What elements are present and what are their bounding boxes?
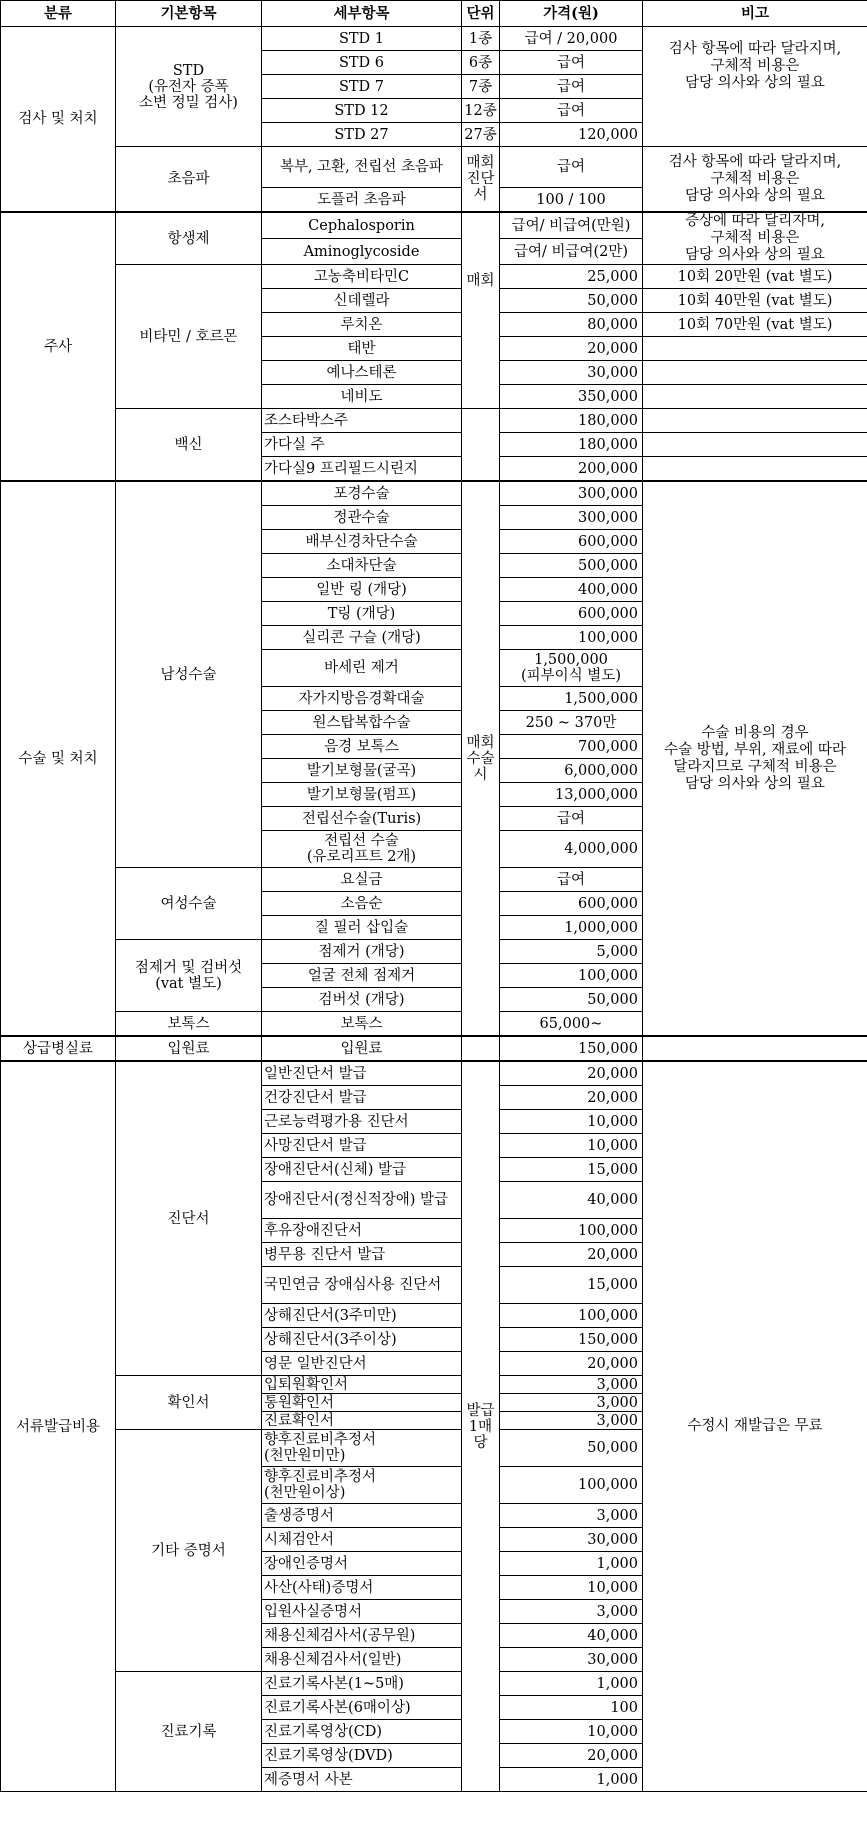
detail-item-cell: 진료기록영상(CD) <box>262 1720 462 1744</box>
note-cell <box>643 385 867 409</box>
base-item-cell: 백신 <box>116 409 262 482</box>
detail-item-cell: 사망진단서 발급 <box>262 1134 462 1158</box>
note-cell <box>643 337 867 361</box>
category-cell: 주사 <box>1 212 116 481</box>
detail-item-cell: 입퇴원확인서 <box>262 1376 462 1394</box>
price-cell: 1,500,000 <box>500 687 643 711</box>
detail-item-cell: 전립선 수술 (유로리프트 2개) <box>262 831 462 868</box>
price-cell: 1,500,000 (피부이식 별도) <box>500 650 643 687</box>
detail-item-cell: 후유장애진단서 <box>262 1219 462 1243</box>
detail-item-cell: 진료기록사본(6매이상) <box>262 1696 462 1720</box>
detail-item-cell: 상해진단서(3주이상) <box>262 1328 462 1352</box>
detail-item-cell: 실리콘 구슬 (개당) <box>262 626 462 650</box>
detail-item-cell: 배부신경차단수술 <box>262 530 462 554</box>
price-cell: 300,000 <box>500 506 643 530</box>
detail-item-cell: 건강진단서 발급 <box>262 1086 462 1110</box>
header-row <box>1 1 867 27</box>
detail-item-cell: 국민연금 장애심사용 진단서 <box>262 1267 462 1304</box>
price-cell: 급여 <box>500 868 643 892</box>
price-cell: 급여 <box>500 75 643 99</box>
price-cell: 3,000 <box>500 1412 643 1430</box>
price-cell: 10,000 <box>500 1134 643 1158</box>
detail-item-cell: Aminoglycoside <box>262 239 462 265</box>
detail-item-cell: 루치온 <box>262 313 462 337</box>
price-cell: 3,000 <box>500 1504 643 1528</box>
price-cell: 400,000 <box>500 578 643 602</box>
price-cell: 120,000 <box>500 123 643 147</box>
detail-item-cell: 통원확인서 <box>262 1394 462 1412</box>
header-base-item: 기본항목 <box>116 1 262 27</box>
price-cell: 20,000 <box>500 1086 643 1110</box>
note-cell <box>643 409 867 433</box>
detail-item-cell: 고농축비타민C <box>262 265 462 289</box>
note-cell: 10회 40만원 (vat 별도) <box>643 289 867 313</box>
base-item-cell: 비타민 / 호르몬 <box>116 265 262 409</box>
unit-cell <box>462 409 500 482</box>
detail-item-cell: 근로능력평가용 진단서 <box>262 1110 462 1134</box>
price-cell: 20,000 <box>500 1352 643 1376</box>
note-cell: 증상에 따라 달리자며, 구체적 비용은 담당 의사와 상의 필요 <box>643 212 867 265</box>
price-cell: 4,000,000 <box>500 831 643 868</box>
price-cell: 20,000 <box>500 1061 643 1086</box>
detail-item-cell: 질 필러 삽입술 <box>262 916 462 940</box>
detail-item-cell: 제증명서 사본 <box>262 1768 462 1792</box>
base-item-cell: 기타 증명서 <box>116 1430 262 1672</box>
detail-item-cell: 조스타박스주 <box>262 409 462 433</box>
header-unit: 단위 <box>462 1 500 27</box>
header-category: 분류 <box>1 1 116 27</box>
price-cell: 급여 <box>500 147 643 188</box>
price-cell: 1,000 <box>500 1672 643 1696</box>
unit-cell: 27종 <box>462 123 500 147</box>
base-item-cell: 초음파 <box>116 147 262 213</box>
price-cell: 600,000 <box>500 602 643 626</box>
base-item-cell: 확인서 <box>116 1376 262 1430</box>
detail-item-cell: 가다실 주 <box>262 433 462 457</box>
base-item-cell: STD (유전자 증폭 소변 정밀 검사) <box>116 27 262 147</box>
price-cell: 13,000,000 <box>500 783 643 807</box>
detail-item-cell: 진료기록영상(DVD) <box>262 1744 462 1768</box>
detail-item-cell: 전립선수술(Turis) <box>262 807 462 831</box>
price-cell: 600,000 <box>500 892 643 916</box>
base-item-cell: 진료기록 <box>116 1672 262 1792</box>
price-cell: 300,000 <box>500 481 643 506</box>
base-item-cell: 보톡스 <box>116 1012 262 1037</box>
base-item-cell: 입원료 <box>116 1036 262 1061</box>
detail-item-cell: 예나스테론 <box>262 361 462 385</box>
price-cell: 급여 <box>500 807 643 831</box>
price-cell: 100 <box>500 1696 643 1720</box>
detail-item-cell: Cephalosporin <box>262 212 462 239</box>
price-cell: 1,000 <box>500 1768 643 1792</box>
category-cell: 상급병실료 <box>1 1036 116 1061</box>
detail-item-cell: 입원료 <box>262 1036 462 1061</box>
note-cell <box>643 457 867 482</box>
price-cell: 40,000 <box>500 1182 643 1219</box>
table-row <box>1 147 867 188</box>
category-cell: 서류발급비용 <box>1 1061 116 1792</box>
table-row <box>1 481 867 506</box>
detail-item-cell: 장애진단서(신체) 발급 <box>262 1158 462 1182</box>
detail-item-cell: 채용신체검사서(공무원) <box>262 1624 462 1648</box>
base-item-cell: 항생제 <box>116 212 262 265</box>
detail-item-cell: 진료기록사본(1~5매) <box>262 1672 462 1696</box>
price-cell: 80,000 <box>500 313 643 337</box>
price-cell: 30,000 <box>500 1648 643 1672</box>
detail-item-cell: 음경 보톡스 <box>262 735 462 759</box>
price-cell: 50,000 <box>500 1430 643 1467</box>
detail-item-cell: 원스탑복합수술 <box>262 711 462 735</box>
price-cell: 40,000 <box>500 1624 643 1648</box>
detail-item-cell: 향후진료비추정서 (천만원미만) <box>262 1430 462 1467</box>
price-cell: 180,000 <box>500 433 643 457</box>
unit-cell: 매회 진단 서 <box>462 147 500 213</box>
note-cell: 10회 20만원 (vat 별도) <box>643 265 867 289</box>
detail-item-cell: 검버섯 (개당) <box>262 988 462 1012</box>
price-cell: 6,000,000 <box>500 759 643 783</box>
detail-item-cell: 바세린 제거 <box>262 650 462 687</box>
price-cell: 30,000 <box>500 1528 643 1552</box>
price-cell: 급여 <box>500 51 643 75</box>
price-cell: 10,000 <box>500 1110 643 1134</box>
price-cell: 180,000 <box>500 409 643 433</box>
price-cell: 65,000~ <box>500 1012 643 1037</box>
price-cell: 25,000 <box>500 265 643 289</box>
detail-item-cell: STD 7 <box>262 75 462 99</box>
detail-item-cell: 보톡스 <box>262 1012 462 1037</box>
table-row <box>1 265 867 289</box>
unit-cell <box>462 1036 500 1061</box>
price-cell: 100,000 <box>500 1467 643 1504</box>
note-cell <box>643 433 867 457</box>
note-cell <box>643 1036 867 1061</box>
detail-item-cell: 요실금 <box>262 868 462 892</box>
detail-item-cell: 발기보형물(굴곡) <box>262 759 462 783</box>
detail-item-cell: STD 1 <box>262 27 462 51</box>
detail-item-cell: 포경수술 <box>262 481 462 506</box>
price-cell: 15,000 <box>500 1158 643 1182</box>
detail-item-cell: 출생증명서 <box>262 1504 462 1528</box>
price-cell: 100,000 <box>500 964 643 988</box>
detail-item-cell: 자가지방음경확대술 <box>262 687 462 711</box>
price-cell: 급여/ 비급여(만원) <box>500 212 643 239</box>
unit-cell: 6종 <box>462 51 500 75</box>
price-cell: 200,000 <box>500 457 643 482</box>
header-detail-item: 세부항목 <box>262 1 462 27</box>
price-cell: 10,000 <box>500 1720 643 1744</box>
price-cell: 급여 <box>500 99 643 123</box>
detail-item-cell: STD 6 <box>262 51 462 75</box>
unit-cell: 7종 <box>462 75 500 99</box>
detail-item-cell: 소대차단술 <box>262 554 462 578</box>
table-row <box>1 1061 867 1086</box>
detail-item-cell: 향후진료비추정서 (천만원이상) <box>262 1467 462 1504</box>
detail-item-cell: 일반 링 (개당) <box>262 578 462 602</box>
table-row <box>1 409 867 433</box>
note-cell <box>643 361 867 385</box>
detail-item-cell: 얼굴 전체 점제거 <box>262 964 462 988</box>
price-cell: 3,000 <box>500 1600 643 1624</box>
detail-item-cell: 상해진단서(3주미만) <box>262 1304 462 1328</box>
base-item-cell: 남성수술 <box>116 481 262 868</box>
detail-item-cell: 신데렐라 <box>262 289 462 313</box>
unit-cell: 12종 <box>462 99 500 123</box>
detail-item-cell: 장애인증명서 <box>262 1552 462 1576</box>
base-item-cell: 점제거 및 검버섯 (vat 별도) <box>116 940 262 1012</box>
header-price: 가격(원) <box>500 1 643 27</box>
note-cell: 수술 비용의 경우 수술 방법, 부위, 재료에 따라 달라지므로 구체적 비용은 담당 의사와 상의 필요 <box>643 481 867 1036</box>
price-cell: 30,000 <box>500 361 643 385</box>
price-cell: 150,000 <box>500 1036 643 1061</box>
table-row <box>1 27 867 51</box>
category-cell: 검사 및 처치 <box>1 27 116 213</box>
detail-item-cell: 복부, 고환, 전립선 초음파 <box>262 147 462 188</box>
detail-item-cell: 시체검안서 <box>262 1528 462 1552</box>
price-cell: 20,000 <box>500 1744 643 1768</box>
price-cell: 3,000 <box>500 1394 643 1412</box>
detail-item-cell: STD 12 <box>262 99 462 123</box>
price-cell: 350,000 <box>500 385 643 409</box>
detail-item-cell: 장애진단서(정신적장애) 발급 <box>262 1182 462 1219</box>
category-cell: 수술 및 처치 <box>1 481 116 1036</box>
base-item-cell: 여성수술 <box>116 868 262 940</box>
unit-cell: 1종 <box>462 27 500 51</box>
detail-item-cell: 사산(사태)증명서 <box>262 1576 462 1600</box>
price-cell: 100,000 <box>500 1219 643 1243</box>
detail-item-cell: T링 (개당) <box>262 602 462 626</box>
price-cell: 20,000 <box>500 1243 643 1267</box>
table-row <box>1 1036 867 1061</box>
detail-item-cell: 도플러 초음파 <box>262 188 462 213</box>
price-cell: 50,000 <box>500 988 643 1012</box>
detail-item-cell: 정관수술 <box>262 506 462 530</box>
note-cell: 수정시 재발급은 무료 <box>643 1061 867 1792</box>
detail-item-cell: 병무용 진단서 발급 <box>262 1243 462 1267</box>
price-cell: 15,000 <box>500 1267 643 1304</box>
base-item-cell: 진단서 <box>116 1061 262 1376</box>
note-cell: 검사 항목에 따라 달라지며, 구체적 비용은 담당 의사와 상의 필요 <box>643 27 867 147</box>
detail-item-cell: 채용신체검사서(일반) <box>262 1648 462 1672</box>
unit-cell: 매회 <box>462 212 500 409</box>
price-cell: 600,000 <box>500 530 643 554</box>
price-cell: 5,000 <box>500 940 643 964</box>
price-cell: 1,000,000 <box>500 916 643 940</box>
note-cell: 10회 70만원 (vat 별도) <box>643 313 867 337</box>
detail-item-cell: 태반 <box>262 337 462 361</box>
price-cell: 500,000 <box>500 554 643 578</box>
detail-item-cell: 네비도 <box>262 385 462 409</box>
price-cell: 3,000 <box>500 1376 643 1394</box>
detail-item-cell: 일반진단서 발급 <box>262 1061 462 1086</box>
price-cell: 50,000 <box>500 289 643 313</box>
detail-item-cell: 소음순 <box>262 892 462 916</box>
detail-item-cell: 가다실9 프리필드시린지 <box>262 457 462 482</box>
price-cell: 100,000 <box>500 1304 643 1328</box>
price-cell: 20,000 <box>500 337 643 361</box>
detail-item-cell: 진료확인서 <box>262 1412 462 1430</box>
price-cell: 급여 / 20,000 <box>500 27 643 51</box>
price-cell: 10,000 <box>500 1576 643 1600</box>
detail-item-cell: STD 27 <box>262 123 462 147</box>
detail-item-cell: 입원사실증명서 <box>262 1600 462 1624</box>
unit-cell: 매회 수술 시 <box>462 481 500 1036</box>
price-cell: 700,000 <box>500 735 643 759</box>
price-cell: 1,000 <box>500 1552 643 1576</box>
price-cell: 100 / 100 <box>500 188 643 213</box>
price-cell: 250 ~ 370만 <box>500 711 643 735</box>
detail-item-cell: 발기보형물(펌프) <box>262 783 462 807</box>
price-cell: 100,000 <box>500 626 643 650</box>
header-note: 비고 <box>643 1 867 27</box>
unit-cell: 발급 1매당 <box>462 1061 500 1792</box>
note-cell: 검사 항목에 따라 달라지며, 구체적 비용은 담당 의사와 상의 필요 <box>643 147 867 213</box>
detail-item-cell: 영문 일반진단서 <box>262 1352 462 1376</box>
table-row <box>1 212 867 239</box>
detail-item-cell: 점제거 (개당) <box>262 940 462 964</box>
price-cell: 150,000 <box>500 1328 643 1352</box>
price-cell: 급여/ 비급여(2만) <box>500 239 643 265</box>
